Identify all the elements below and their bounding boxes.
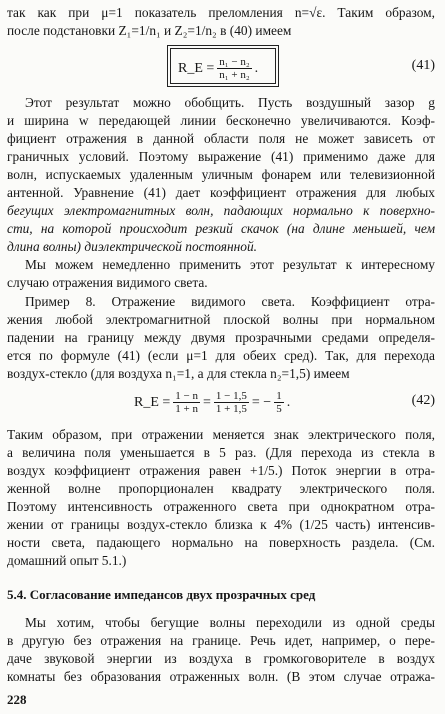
text-line: Мы можем немедленно применить этот результат к интересному bbox=[25, 257, 435, 272]
eq42-lhs: R_E = bbox=[134, 394, 171, 410]
text-line: воздух-стекло (для воздуха n₁=1, а для стекла n₂=1,5) имеем bbox=[7, 366, 350, 381]
text-line: домашний опыт 5.1.) bbox=[7, 553, 127, 568]
eq42-fraction-2 bbox=[214, 390, 249, 415]
text-line: Мы хотим, чтобы бегущие волны переходили из одной среды bbox=[25, 615, 435, 630]
page-number: 228 bbox=[7, 692, 27, 707]
text-line: фициент отражения в данной области поля не может зависеть от bbox=[7, 131, 435, 146]
eq42-fraction-3 bbox=[274, 390, 284, 415]
text-line: ности света, падающего нормально на поверхность раздела. (См. bbox=[7, 535, 435, 550]
text-line: и ширина w передающей линии бесконечно увеличиваются. Коэф- bbox=[7, 113, 435, 128]
eq42-equals-minus: = − bbox=[251, 394, 272, 410]
text-line: длина волны) диэлектрической постоянной. bbox=[7, 239, 258, 254]
text-line: Поэтому интенсивность отраженного света при однократном отра- bbox=[7, 499, 435, 514]
text-line: Этот результат можно обобщить. Пусть воздушный зазор g bbox=[25, 95, 435, 110]
text-line: случаю отражения видимого света. bbox=[7, 275, 208, 290]
eq41-numerator: n₁ − n₂ bbox=[219, 56, 250, 68]
text-line: в другую без отражения на границе. Речь идет, например, о пере- bbox=[7, 633, 435, 648]
text-line: бегущих электромагнитных волн, падающих нормально к поверхно- bbox=[7, 203, 435, 218]
eq41-lhs: R_E = bbox=[178, 60, 215, 76]
text-line: волн, испускаемых удаленным уличным фонарем или телевизионной bbox=[7, 167, 435, 182]
eq42-f3-numerator: 1 bbox=[276, 390, 282, 402]
text-line: Таким образом, при отражении меняется знак электрического поля, bbox=[7, 427, 435, 442]
equation-41 bbox=[178, 56, 258, 81]
eq42-period: . bbox=[286, 394, 291, 410]
text-line: даче звуковой энергии из воздуха в громкоговорителе в воздух bbox=[7, 651, 435, 666]
text-line: комнаты без образования отраженных волн. (В этом случае отража- bbox=[7, 669, 435, 684]
section-heading: 5.4. Согласование импедансов двух прозрачных сред bbox=[7, 587, 316, 602]
eq42-f1-numerator: 1 − n bbox=[175, 390, 199, 402]
eq42-f3-denominator: 5 bbox=[276, 403, 282, 415]
text-line: после подстановки Z₁=1/n₁ и Z₂=1/n₂ в (40) имеем bbox=[7, 23, 292, 38]
text-line: ется по формуле (41) (если μ=1 для обеих сред). Так, для перехода bbox=[7, 348, 435, 363]
text-line: так как при μ=1 показатель преломления n=√ε. Таким образом, bbox=[7, 5, 435, 20]
eq42-fraction-1 bbox=[173, 390, 200, 415]
equation-42 bbox=[134, 390, 290, 415]
eq41-fraction bbox=[217, 56, 251, 81]
text-line: а величина поля уменьшается в 5 раз. (Для перехода из стекла в bbox=[7, 445, 435, 460]
text-line: Пример 8. Отражение видимого света. Коэффициент отра- bbox=[25, 294, 435, 309]
text-line: граничных условий. Поэтому выражение (41) применимо даже для bbox=[7, 149, 435, 164]
text-line: жения любой электромагнитной плоской волны при нормальном bbox=[7, 312, 435, 327]
eq42-f1-denominator: 1 + n bbox=[175, 403, 199, 415]
text-line: антенной. Уравнение (41) дает коэффициент отражения для любых bbox=[7, 185, 435, 200]
text-line: падении на границу между двумя прозрачными средами определя- bbox=[7, 330, 435, 345]
text-line: женной волне пропорционален квадрату электрического поля. bbox=[7, 481, 435, 496]
eq42-equals: = bbox=[203, 394, 211, 410]
eq42-f2-denominator: 1 + 1,5 bbox=[215, 403, 247, 415]
text-line: сти, на которой происходит резкий скачок (на длине меньшей, чем bbox=[7, 221, 435, 236]
text-line: жении от границы воздух-стекло близка к 4% (1/25 часть) интенсив- bbox=[7, 517, 435, 532]
eq42-f2-numerator: 1 − 1,5 bbox=[215, 390, 247, 402]
eq41-period: . bbox=[254, 60, 259, 76]
text-line: воздух коэффициент отражения равен +1/5.) Поток энергии в отра- bbox=[7, 463, 435, 478]
equation-41-label: (41) bbox=[411, 58, 435, 73]
eq41-denominator: n₁ + n₂ bbox=[219, 69, 250, 81]
equation-42-label: (42) bbox=[411, 393, 435, 408]
